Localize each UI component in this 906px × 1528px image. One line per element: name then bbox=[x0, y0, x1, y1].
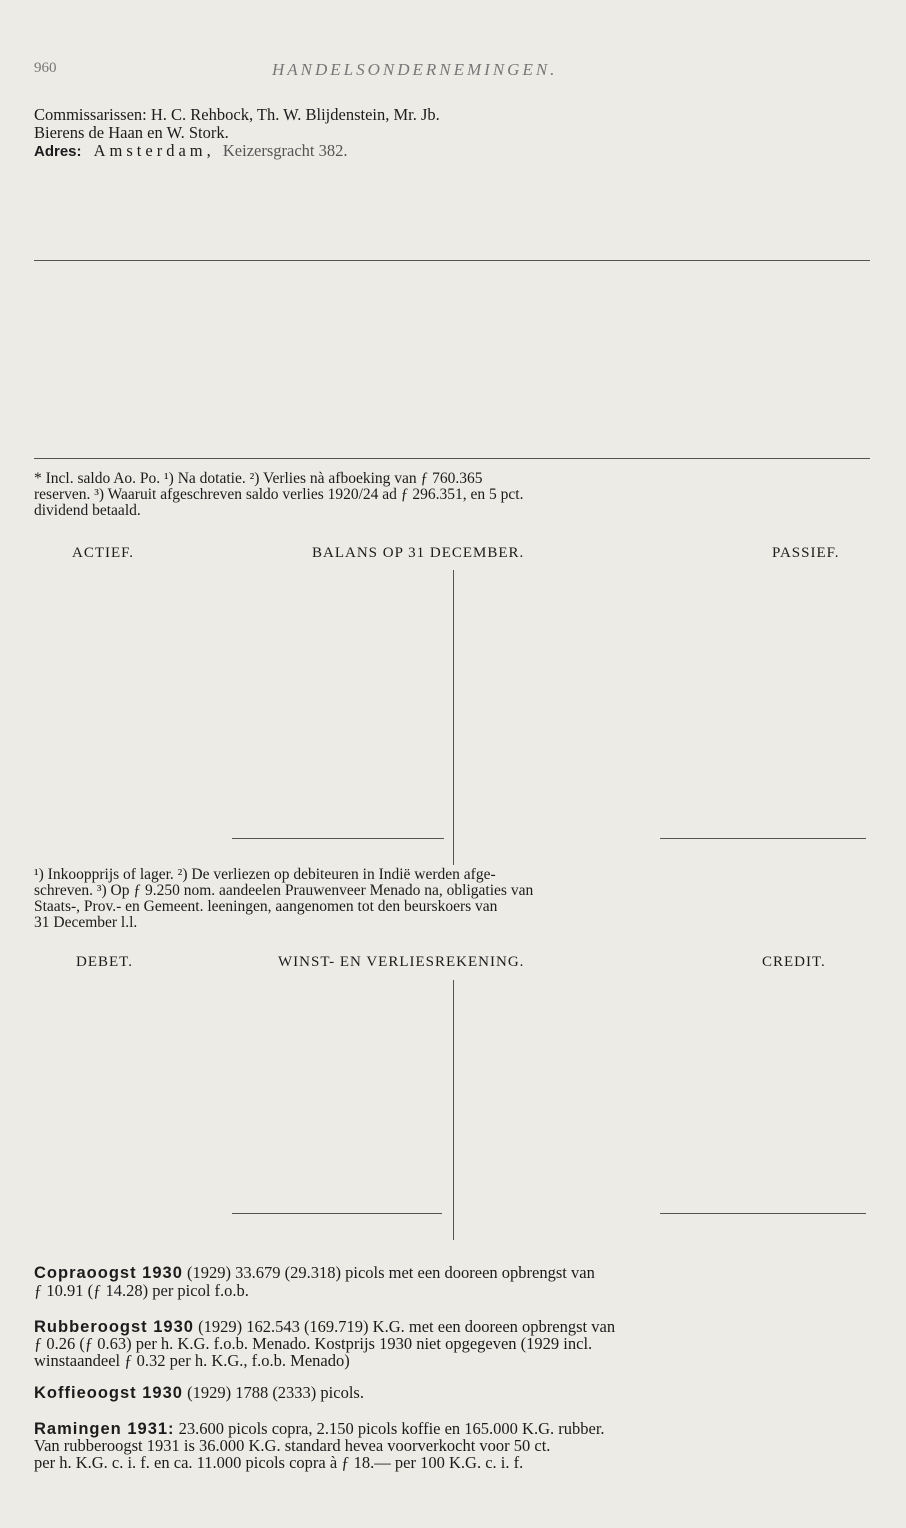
balans-title: BALANS OP 31 DECEMBER. bbox=[312, 545, 525, 561]
balans-passief-title: PASSIEF. bbox=[772, 545, 840, 561]
copra-label: Copraoogst 1930 bbox=[34, 1264, 183, 1282]
copra-line-1 bbox=[34, 1264, 595, 1282]
rubber-label: Rubberoogst 1930 bbox=[34, 1318, 194, 1336]
stats-footnote-1: * Incl. saldo Ao. Po. ¹) Na dotatie. ²) Verlies nà afboeking van ƒ 760.365 bbox=[34, 470, 483, 487]
winst-title: WINST- EN VERLIESREKENING. bbox=[278, 954, 525, 970]
rubber-line-3: winstaandeel ƒ 0.32 per h. K.G., f.o.b. Menado) bbox=[34, 1351, 350, 1370]
credit-sum-rule bbox=[660, 1213, 866, 1214]
ramingen-line-3: per h. K.G. c. i. f. en ca. 11.000 picols copra à ƒ 18.— per 100 K.G. c. i. f. bbox=[34, 1453, 524, 1472]
adres-line bbox=[34, 142, 348, 160]
balans-note-3: Staats-, Prov.- en Gemeent. leeningen, aangenomen tot den beurskoers van bbox=[34, 898, 498, 915]
copra-line-2: ƒ 10.91 (ƒ 14.28) per picol f.o.b. bbox=[34, 1281, 249, 1300]
winst-debet-title: DEBET. bbox=[76, 954, 133, 970]
balans-divider bbox=[453, 570, 454, 865]
balans-note-4: 31 December l.l. bbox=[34, 914, 138, 931]
koffie-text: (1929) 1788 (2333) picols. bbox=[182, 1383, 364, 1402]
table-bottom-rule bbox=[34, 458, 870, 459]
passief-sum-rule bbox=[660, 838, 866, 839]
balans-note-2: schreven. ³) Op ƒ 9.250 nom. aandeelen Prauwenveer Menado na, obligaties van bbox=[34, 882, 534, 899]
rubber-text: (1929) 162.543 (169.719) K.G. met een dooreen opbrengst van bbox=[193, 1317, 616, 1336]
stats-footnote-3: dividend betaald. bbox=[34, 502, 141, 519]
copra-text: (1929) 33.679 (29.318) picols met een dooreen opbrengst van bbox=[182, 1263, 595, 1282]
commissarissen-line-2: Bierens de Haan en W. Stork. bbox=[34, 123, 229, 142]
adres-street: Keizersgracht 382. bbox=[222, 141, 348, 160]
balans-actief-title: ACTIEF. bbox=[72, 545, 135, 561]
ramingen-label: Ramingen 1931: bbox=[34, 1420, 175, 1438]
commissarissen-line: Commissarissen: H. C. Rehbock, Th. W. Blijdenstein, Mr. Jb. bbox=[34, 105, 440, 124]
actief-sum-rule bbox=[232, 838, 444, 839]
page-number: 960 bbox=[34, 60, 57, 76]
ramingen-line-2: Van rubberoogst 1931 is 36.000 K.G. standard hevea voorverkocht voor 50 ct. bbox=[34, 1436, 551, 1455]
debet-sum-rule bbox=[232, 1213, 442, 1214]
koffie-line bbox=[34, 1384, 364, 1402]
running-title: HANDELSONDERNEMINGEN. bbox=[272, 60, 558, 79]
adres-city: Amsterdam, bbox=[93, 141, 215, 160]
winst-divider bbox=[453, 980, 454, 1240]
stats-footnote-2: reserven. ³) Waaruit afgeschreven saldo verlies 1920/24 ad ƒ 296.351, en 5 pct. bbox=[34, 486, 524, 503]
ramingen-text: 23.600 picols copra, 2.150 picols koffie en 165.000 K.G. rubber. bbox=[174, 1419, 605, 1438]
balans-note-1: ¹) Inkoopprijs of lager. ²) De verliezen op debiteuren in Indië werden afge- bbox=[34, 866, 496, 883]
table-header-rule bbox=[34, 260, 870, 261]
koffie-label: Koffieoogst 1930 bbox=[34, 1384, 183, 1402]
adres-label: Adres: bbox=[34, 143, 82, 160]
rubber-line-2: ƒ 0.26 (ƒ 0.63) per h. K.G. f.o.b. Menado. Kostprijs 1930 niet opgegeven (1929 incl. bbox=[34, 1334, 593, 1353]
winst-credit-title: CREDIT. bbox=[762, 954, 826, 970]
